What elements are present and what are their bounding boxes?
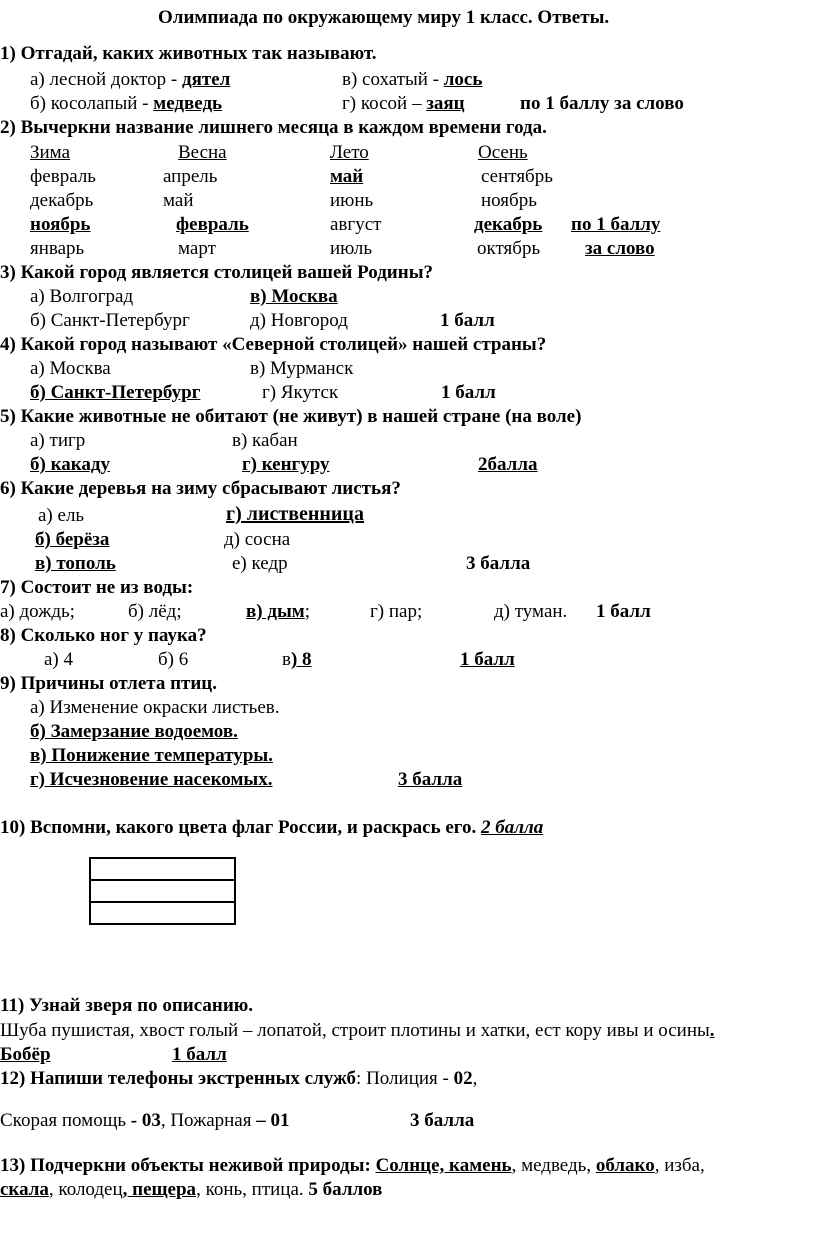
q1-answer-v: лось — [443, 69, 483, 90]
q11-description: Шуба пушистая, хвост голый – лопатой, строит плотины и хатки, ест кору ивы и осины. — [0, 1020, 715, 1041]
q1-answer-a: дятел — [181, 69, 231, 90]
q9-option-a: а) Изменение окраски листьев. — [30, 697, 280, 718]
q6-answer-g: г) лиственница — [226, 503, 364, 525]
q7-option-g: г) пар; — [370, 601, 423, 622]
q7-heading: 7) Состоит не из воды: — [0, 577, 194, 598]
q2-season-autumn: Осень — [478, 142, 528, 163]
q6-option-d: д) сосна — [224, 529, 291, 550]
q5-option-v: в) кабан — [232, 430, 298, 451]
q4-option-v: в) Мурманск — [250, 358, 354, 379]
q10-line — [0, 817, 543, 839]
q2-cell-crossed: май — [330, 166, 364, 187]
q5-score: 2балла — [478, 454, 538, 475]
q9-answer-v: в) Понижение температуры. — [30, 745, 273, 766]
q2-season-winter: Зима — [30, 142, 71, 163]
q5-heading: 5) Какие животные не обитают (не живут) в нашей стране (на воле) — [0, 406, 582, 427]
q3-option-b: б) Санкт-Петербург — [30, 310, 190, 331]
q2-cell: апрель — [163, 166, 218, 187]
q1-option-g: г) косой – заяц — [342, 93, 465, 114]
flag-drawing-box[interactable] — [89, 857, 236, 925]
q2-score-1: по 1 баллу — [571, 214, 661, 235]
q4-heading: 4) Какой город называют «Северной столицей» нашей страны? — [0, 334, 547, 355]
q2-cell: июль — [330, 238, 373, 259]
q6-option-a: а) ель — [38, 505, 85, 526]
q9-score: 3 балла — [398, 769, 463, 790]
q1-answer-g: заяц — [426, 93, 465, 114]
q2-cell-crossed: ноябрь — [30, 214, 91, 235]
q11-heading: 11) Узнай зверя по описанию. — [0, 995, 254, 1016]
q10-score: 2 балла — [480, 817, 544, 838]
q7-option-d: д) туман. — [494, 601, 568, 622]
q8-answer-v: ) 8 — [290, 649, 312, 670]
q4-option-g: г) Якутск — [262, 382, 339, 403]
q7-option-b: б) лёд; — [128, 601, 182, 622]
q12-police-number: 02 — [453, 1068, 473, 1089]
q12-fire-number: – 01 — [256, 1110, 290, 1131]
q1-option-b: б) косолапый - медведь — [30, 93, 223, 114]
q12-heading: 12) Напиши телефоны экстренных служб — [0, 1068, 357, 1089]
q3-score: 1 балл — [440, 310, 495, 331]
q4-score: 1 балл — [441, 382, 496, 403]
q12-line-1: 12) Напиши телефоны экстренных служб: Полиция - 02, — [0, 1068, 478, 1089]
q8-option-b: б) 6 — [158, 649, 189, 670]
q7-answer-v: в) дым — [246, 601, 305, 622]
q6-score: 3 балла — [466, 553, 531, 574]
q2-cell: май — [163, 190, 194, 211]
q7-option-v: в) дым; — [246, 601, 311, 622]
q4-option-a: а) Москва — [30, 358, 111, 379]
q2-season-spring: Весна — [178, 142, 227, 163]
q10-heading: 10) Вспомни, какого цвета флаг России, и раскрась его. — [0, 817, 477, 838]
page-title: Олимпиада по окружающему миру 1 класс. Ответы. — [158, 7, 610, 28]
q13-word-sun-stone: Солнце, камень — [375, 1155, 512, 1176]
q4-answer-b: б) Санкт-Петербург — [30, 382, 201, 403]
q3-option-d: д) Новгород — [250, 310, 348, 331]
q2-cell-crossed: декабрь — [474, 214, 543, 235]
q2-cell: декабрь — [30, 190, 94, 211]
q12-score: 3 балла — [410, 1110, 475, 1131]
q1-option-a: а) лесной доктор - дятел — [30, 69, 231, 90]
q1-score: по 1 баллу за слово — [520, 93, 684, 114]
q3-heading: 3) Какой город является столицей вашей Родины? — [0, 262, 434, 283]
q1-heading: 1) Отгадай, каких животных так называют. — [0, 43, 377, 64]
q6-heading: 6) Какие деревья на зиму сбрасывают листья? — [0, 478, 401, 499]
q13-word-rock: скала — [0, 1179, 49, 1200]
q1-answer-b: медведь — [153, 93, 223, 114]
q5-answer-b: б) какаду — [30, 454, 111, 475]
q5-option-a: а) тигр — [30, 430, 86, 451]
q2-heading: 2) Вычеркни название лишнего месяца в каждом времени года. — [0, 117, 547, 138]
flag-stripe-middle[interactable] — [91, 881, 234, 903]
q2-score-2: за слово — [585, 238, 655, 259]
q2-cell: сентябрь — [481, 166, 553, 187]
q2-cell: март — [178, 238, 216, 259]
q9-answer-g: г) Исчезновение насекомых. — [30, 769, 273, 790]
q12-ambulance-number: - 03 — [130, 1110, 161, 1131]
q8-score: 1 балл — [460, 649, 515, 670]
q11-answer: Бобёр — [0, 1044, 51, 1065]
q6-answer-b: б) берёза — [35, 529, 110, 550]
q11-score: 1 балл — [172, 1044, 227, 1065]
q13-word-cave: , пещера — [122, 1179, 197, 1200]
q9-answer-b: б) Замерзание водоемов. — [30, 721, 238, 742]
q2-cell: февраль — [30, 166, 96, 187]
q5-answer-g: г) кенгуру — [242, 454, 330, 475]
flag-stripe-bottom[interactable] — [91, 903, 234, 925]
q2-season-summer: Лето — [330, 142, 369, 163]
q13-line-1: 13) Подчеркни объекты неживой природы: Солнце, камень, медведь, облако, изба, — [0, 1155, 705, 1176]
q2-cell: июнь — [330, 190, 374, 211]
q7-option-a: а) дождь; — [0, 601, 75, 622]
q8-heading: 8) Сколько ног у паука? — [0, 625, 207, 646]
q3-answer-v: в) Москва — [250, 286, 338, 307]
q2-cell: январь — [30, 238, 85, 259]
q12-line-2: Скорая помощь - 03, Пожарная – 01 — [0, 1110, 290, 1131]
q2-cell-crossed: февраль — [176, 214, 249, 235]
q8-option-a: а) 4 — [44, 649, 74, 670]
q8-option-v: в) 8 — [282, 649, 441, 671]
q9-heading: 9) Причины отлета птиц. — [0, 673, 218, 694]
flag-stripe-top[interactable] — [91, 859, 234, 881]
q6-answer-v: в) тополь — [35, 553, 116, 574]
q13-heading: 13) Подчеркни объекты неживой природы: — [0, 1155, 371, 1176]
q6-option-e: е) кедр — [232, 553, 288, 574]
q2-cell: ноябрь — [481, 190, 537, 211]
q3-option-a: а) Волгоград — [30, 286, 134, 307]
q7-score: 1 балл — [596, 601, 651, 622]
q13-score: 5 баллов — [308, 1179, 383, 1200]
q13-line-2: скала, колодец, пещера, конь, птица. 5 баллов — [0, 1179, 383, 1200]
q2-cell: октябрь — [477, 238, 541, 259]
q1-option-v: в) сохатый - лось — [342, 69, 483, 90]
q13-word-cloud: облако — [595, 1155, 655, 1176]
q2-cell: август — [330, 214, 382, 235]
